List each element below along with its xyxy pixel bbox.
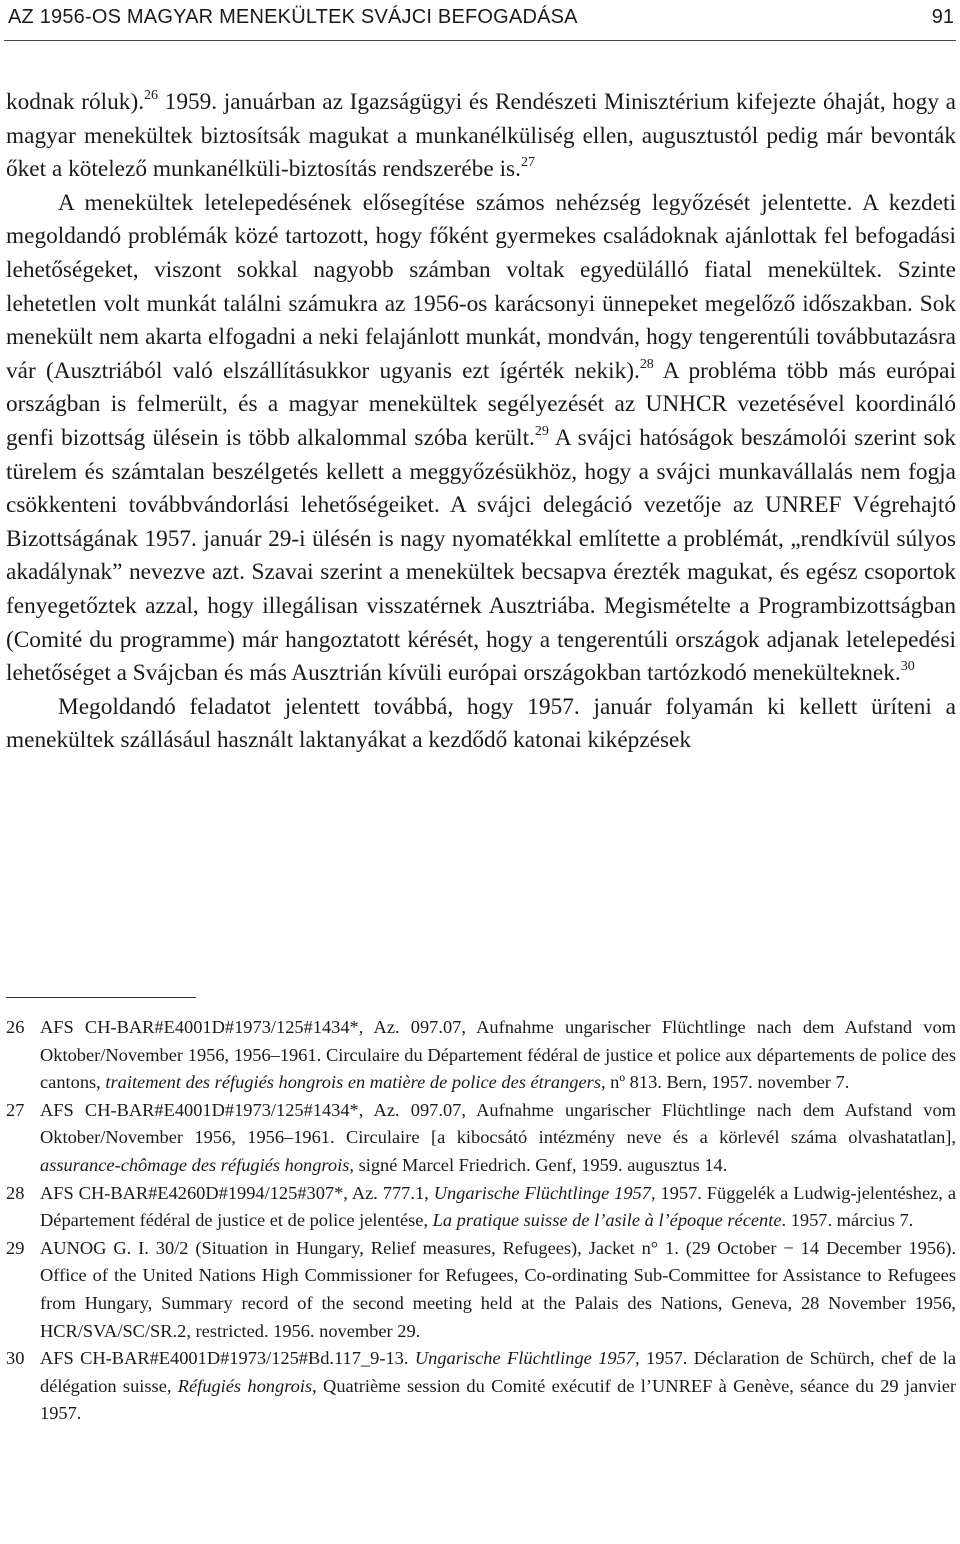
paragraph-3 bbox=[6, 691, 956, 758]
footnote-text: AFS CH-BAR#E4001D#1973/125#Bd.117_9-13. bbox=[40, 1348, 415, 1369]
running-header-title: AZ 1956-OS MAGYAR MENEKÜLTEK SVÁJCI BEFOGADÁSA bbox=[8, 6, 578, 28]
footnote-text: AFS CH-BAR#E4001D#1973/125#1434*, Az. 097.07, Aufnahme ungarischer Flüchtlinge nach dem Aufstand vom Oktober/November 1956, 1956–1961. Circulaire [a kibocsátó intézmény neve és a körlevél száma olvashatatlan], bbox=[40, 1099, 956, 1148]
footnote-text: , signé Marcel Friedrich. Genf, 1959. augusztus 14. bbox=[349, 1154, 728, 1175]
paragraph-text: A svájci hatóságok beszámolói szerint sok türelem és számtalan beszélgetés kellett a meggyőzésükhöz, hogy a svájci munkavállalás nem fogja csökkenteni továbbvándorlási lehetőségeiket. A svájci delegáció vezetője az UNREF Végrehajtó Bizottságának 1957. január 29-i ülésén is nagy nyomatékkal említette a problémát, „rendkívül súlyos akadálynak” nevezve azt. Szavai szerint a menekültek becsapva érezték magukat, és egész csoportok fenyegetőztek azzal, hogy illegálisan visszatérnek Ausztriába. Megismételte a Programbizottságban (Comité du programme) már hangoztatott kérését, hogy a tengerentúli országok adjanak letelepedési lehetőséget a Svájcban és más Ausztrián kívüli európai országokban tartózkodó menekülteknek. bbox=[6, 424, 956, 687]
paragraph-text: A probléma több más európai országban is felmerült, és a magyar menekültek segélyezését az UNHCR vezetésével koordináló genfi bizottság ülésein is több alkalommal szóba került. bbox=[6, 357, 956, 451]
footnote-number: 26 bbox=[6, 1017, 25, 1037]
paragraph-text: Megoldandó feladatot jelentett továbbá, hogy 1957. január folyamán ki kellett üríteni a menekültek szállásául használt laktanyákat a kezdődő katonai kiképzések bbox=[6, 693, 956, 754]
footnote-text: . 1957. március 7. bbox=[781, 1210, 914, 1231]
footnote-number: 30 bbox=[6, 1348, 25, 1369]
footnote-text: AFS CH-BAR#E4001D#1973/125#1434*, Az. 097.07, Aufnahme ungarischer Flüchtlinge nach dem Aufstand vom Oktober/November 1956, 1956–1961. Circulaire du Département fédéral de justice et police aux départements de police des cantons, bbox=[40, 1017, 956, 1093]
paragraph-text: A menekültek letelepedésének elősegítése számos nehézség legyőzését jelentette. A kezdeti megoldandó problémák közé tartozott, hogy főként gyermekes családoknak ajánlottak fel befogadási lehetőségeket, viszont sokkal nagyobb számban voltak egyedülálló fiatal menekültek. Szinte lehetetlen volt munkát találni számukra az 1956-os karácsonyi ünnepeket megelőző időszakban. Sok menekült nem akarta elfogadni a neki felajánlott munkát, mondván, hogy tengerentúli továbbutazásra vár (Ausztriából való elszállításukkor ugyanis ezt ígérték nekik). bbox=[6, 189, 956, 384]
running-header bbox=[4, 0, 956, 36]
footnote-number: 29 bbox=[6, 1237, 25, 1258]
paragraph-2 bbox=[6, 187, 956, 691]
footnote-30 bbox=[6, 1345, 956, 1428]
footnote-text: , Quatrième session du Comité exécutif de l’UNREF à Genève, séance du 29 janvier 1957. bbox=[40, 1375, 956, 1424]
footnote-ref-30[interactable]: 30 bbox=[900, 658, 915, 674]
footnote-italic-title: La pratique suisse de l’asile à l’époque récente bbox=[432, 1210, 782, 1231]
paragraph-text: 1959. januárban az Igazságügyi és Rendészeti Minisztérium kifejezte óhaját, hogy a magyar menekültek biztosítsák magukat a munkanélküliség ellen, augusztustól pedig már bevonták őket a kötelező munkanélküli-biztosítás rendszerébe is. bbox=[6, 89, 956, 183]
footnote-ref-29[interactable]: 29 bbox=[534, 423, 549, 439]
footnote-28 bbox=[6, 1180, 956, 1235]
footnote-26 bbox=[6, 1014, 956, 1097]
footnote-text: , nº 813. Bern, 1957. november 7. bbox=[600, 1072, 850, 1093]
footnote-text: AUNOG G. I. 30/2 (Situation in Hungary, Relief measures, Refugees), Jacket n° 1. (29 October − 14 December 1956). Office of the United Nations High Commissioner for Refugees, Co-ordinating Sub-Committee for Assistance to Refugees from Hungary, Summary record of the second meeting held at the Palais des Nations, Geneva, 28 November 1956, HCR/SVA/SC/SR.2, restricted. 1956. november 29. bbox=[40, 1237, 956, 1341]
footnote-number: 28 bbox=[6, 1182, 25, 1203]
footnote-text: AFS CH-BAR#E4260D#1994/125#307*, Az. 777.1, bbox=[40, 1182, 434, 1203]
header-divider bbox=[4, 40, 956, 41]
footnote-ref-27[interactable]: 27 bbox=[520, 155, 535, 171]
footnote-ref-26[interactable]: 26 bbox=[144, 87, 158, 103]
footnote-ref-28[interactable]: 28 bbox=[639, 356, 654, 372]
footnote-divider bbox=[6, 997, 196, 998]
footnote-27 bbox=[6, 1097, 956, 1180]
page-number: 91 bbox=[931, 6, 954, 28]
footnote-italic-title: Réfugiés hongrois bbox=[177, 1375, 313, 1396]
footnotes bbox=[6, 1014, 956, 1428]
footnote-italic-title: Ungarische Flüchtlinge 1957, bbox=[414, 1348, 640, 1369]
footnote-text: 1957. Függelék a Ludwig-jelentéshez, a Département fédéral de justice et de police jelentése, bbox=[40, 1182, 956, 1231]
footnote-italic-title: traitement des réfugiés hongrois en matière de police des étrangers bbox=[105, 1072, 601, 1093]
footnote-number: 27 bbox=[6, 1099, 25, 1120]
footnote-italic-title: assurance-chômage des réfugiés hongrois bbox=[40, 1154, 350, 1175]
footnote-text: 1957. Déclaration de Schürch, chef de la délégation suisse, bbox=[40, 1348, 956, 1396]
footnote-italic-title: Ungarische Flüchtlinge 1957, bbox=[433, 1182, 656, 1203]
paragraph-1 bbox=[6, 86, 956, 187]
footnote-29 bbox=[6, 1235, 956, 1345]
main-text bbox=[6, 86, 956, 758]
paragraph-text: kodnak róluk). bbox=[6, 89, 145, 115]
